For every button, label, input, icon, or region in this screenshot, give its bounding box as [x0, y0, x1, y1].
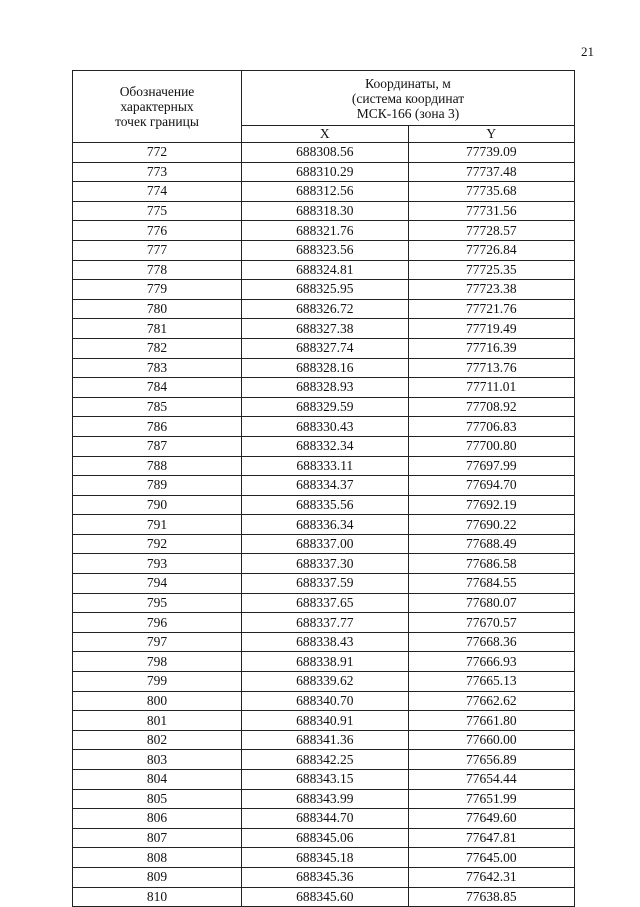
header-x: X — [242, 126, 409, 143]
x-coordinate-cell: 688333.11 — [242, 456, 409, 476]
table-row — [73, 613, 575, 633]
x-coordinate-cell: 688337.30 — [242, 554, 409, 574]
header-point-label-line: характерных — [120, 99, 194, 114]
point-number-cell: 809 — [73, 867, 242, 887]
point-number-cell: 805 — [73, 789, 242, 809]
table-row — [73, 711, 575, 731]
header-y: Y — [408, 126, 575, 143]
table-row — [73, 750, 575, 770]
y-coordinate-cell: 77645.00 — [408, 848, 575, 868]
table-row — [73, 789, 575, 809]
table-row — [73, 632, 575, 652]
y-coordinate-cell: 77708.92 — [408, 397, 575, 417]
table-row — [73, 280, 575, 300]
y-coordinate-cell: 77647.81 — [408, 828, 575, 848]
x-coordinate-cell: 688318.30 — [242, 201, 409, 221]
y-coordinate-cell: 77638.85 — [408, 887, 575, 907]
x-coordinate-cell: 688345.36 — [242, 867, 409, 887]
x-coordinate-cell: 688321.76 — [242, 221, 409, 241]
header-coordinates — [242, 71, 575, 126]
y-coordinate-cell: 77649.60 — [408, 809, 575, 829]
x-coordinate-cell: 688329.59 — [242, 397, 409, 417]
table-row — [73, 534, 575, 554]
point-number-cell: 804 — [73, 770, 242, 790]
x-coordinate-cell: 688308.56 — [242, 143, 409, 163]
y-coordinate-cell: 77670.57 — [408, 613, 575, 633]
y-coordinate-cell: 77668.36 — [408, 632, 575, 652]
point-number-cell: 802 — [73, 730, 242, 750]
point-number-cell: 775 — [73, 201, 242, 221]
table-row — [73, 672, 575, 692]
table-row — [73, 809, 575, 829]
y-coordinate-cell: 77665.13 — [408, 672, 575, 692]
x-coordinate-cell: 688345.60 — [242, 887, 409, 907]
point-number-cell: 787 — [73, 436, 242, 456]
table-row — [73, 221, 575, 241]
point-number-cell: 792 — [73, 534, 242, 554]
table-row — [73, 770, 575, 790]
x-coordinate-cell: 688330.43 — [242, 417, 409, 437]
table-row — [73, 299, 575, 319]
table-row — [73, 867, 575, 887]
point-number-cell: 781 — [73, 319, 242, 339]
y-coordinate-cell: 77735.68 — [408, 182, 575, 202]
x-coordinate-cell: 688339.62 — [242, 672, 409, 692]
x-coordinate-cell: 688324.81 — [242, 260, 409, 280]
y-coordinate-cell: 77690.22 — [408, 515, 575, 535]
point-number-cell: 793 — [73, 554, 242, 574]
header-point-label-line: Обозначение — [119, 84, 195, 99]
y-coordinate-cell: 77654.44 — [408, 770, 575, 790]
y-coordinate-cell: 77700.80 — [408, 436, 575, 456]
x-coordinate-cell: 688337.59 — [242, 574, 409, 594]
point-number-cell: 785 — [73, 397, 242, 417]
x-coordinate-cell: 688338.43 — [242, 632, 409, 652]
x-coordinate-cell: 688335.56 — [242, 495, 409, 515]
y-coordinate-cell: 77726.84 — [408, 240, 575, 260]
table-row — [73, 887, 575, 907]
x-coordinate-cell: 688337.65 — [242, 593, 409, 613]
table-row — [73, 828, 575, 848]
table-row — [73, 162, 575, 182]
table-row — [73, 730, 575, 750]
x-coordinate-cell: 688343.99 — [242, 789, 409, 809]
y-coordinate-cell: 77666.93 — [408, 652, 575, 672]
x-coordinate-cell: 688344.70 — [242, 809, 409, 829]
x-coordinate-cell: 688328.16 — [242, 358, 409, 378]
table-header — [73, 71, 575, 143]
y-coordinate-cell: 77731.56 — [408, 201, 575, 221]
x-coordinate-cell: 688337.00 — [242, 534, 409, 554]
x-coordinate-cell: 688345.18 — [242, 848, 409, 868]
point-number-cell: 780 — [73, 299, 242, 319]
x-coordinate-cell: 688336.34 — [242, 515, 409, 535]
x-coordinate-cell: 688340.70 — [242, 691, 409, 711]
point-number-cell: 794 — [73, 574, 242, 594]
header-coordinates-line: Координаты, м — [365, 75, 451, 91]
point-number-cell: 806 — [73, 809, 242, 829]
header-point-label-line: точек границы — [115, 114, 199, 129]
point-number-cell: 786 — [73, 417, 242, 437]
x-coordinate-cell: 688327.74 — [242, 338, 409, 358]
header-coordinates-line: (система координат — [351, 90, 465, 106]
y-coordinate-cell: 77656.89 — [408, 750, 575, 770]
table-row — [73, 338, 575, 358]
point-number-cell: 808 — [73, 848, 242, 868]
y-coordinate-cell: 77711.01 — [408, 378, 575, 398]
y-coordinate-cell: 77692.19 — [408, 495, 575, 515]
table-row — [73, 436, 575, 456]
x-coordinate-cell: 688325.95 — [242, 280, 409, 300]
table-row — [73, 691, 575, 711]
x-coordinate-cell: 688341.36 — [242, 730, 409, 750]
point-number-cell: 790 — [73, 495, 242, 515]
y-coordinate-cell: 77688.49 — [408, 534, 575, 554]
point-number-cell: 779 — [73, 280, 242, 300]
table-row — [73, 652, 575, 672]
y-coordinate-cell: 77660.00 — [408, 730, 575, 750]
point-number-cell: 782 — [73, 338, 242, 358]
x-coordinate-cell: 688345.06 — [242, 828, 409, 848]
point-number-cell: 799 — [73, 672, 242, 692]
table-row — [73, 574, 575, 594]
x-coordinate-cell: 688337.77 — [242, 613, 409, 633]
point-number-cell: 803 — [73, 750, 242, 770]
point-number-cell: 778 — [73, 260, 242, 280]
point-number-cell: 801 — [73, 711, 242, 731]
y-coordinate-cell: 77721.76 — [408, 299, 575, 319]
point-number-cell: 773 — [73, 162, 242, 182]
table-row — [73, 417, 575, 437]
y-coordinate-cell: 77716.39 — [408, 338, 575, 358]
y-coordinate-cell: 77739.09 — [408, 143, 575, 163]
y-coordinate-cell: 77662.62 — [408, 691, 575, 711]
header-coordinates-line: МСК-166 (зона 3) — [356, 105, 460, 121]
y-coordinate-cell: 77713.76 — [408, 358, 575, 378]
header-row — [73, 71, 575, 126]
point-number-cell: 796 — [73, 613, 242, 633]
x-coordinate-cell: 688327.38 — [242, 319, 409, 339]
x-coordinate-cell: 688328.93 — [242, 378, 409, 398]
table-row — [73, 378, 575, 398]
y-coordinate-cell: 77680.07 — [408, 593, 575, 613]
point-number-cell: 807 — [73, 828, 242, 848]
point-number-cell: 774 — [73, 182, 242, 202]
page-number: 21 — [581, 44, 594, 59]
table-row — [73, 456, 575, 476]
x-coordinate-cell: 688334.37 — [242, 476, 409, 496]
point-number-cell: 772 — [73, 143, 242, 163]
table-row — [73, 143, 575, 163]
x-coordinate-cell: 688342.25 — [242, 750, 409, 770]
y-coordinate-cell: 77725.35 — [408, 260, 575, 280]
point-number-cell: 777 — [73, 240, 242, 260]
y-coordinate-cell: 77684.55 — [408, 574, 575, 594]
table-row — [73, 260, 575, 280]
y-coordinate-cell: 77642.31 — [408, 867, 575, 887]
x-coordinate-cell: 688332.34 — [242, 436, 409, 456]
y-coordinate-cell: 77706.83 — [408, 417, 575, 437]
x-coordinate-cell: 688326.72 — [242, 299, 409, 319]
table-row — [73, 515, 575, 535]
table-row — [73, 201, 575, 221]
table-body — [73, 143, 575, 907]
y-coordinate-cell: 77737.48 — [408, 162, 575, 182]
point-number-cell: 788 — [73, 456, 242, 476]
y-coordinate-cell: 77661.80 — [408, 711, 575, 731]
x-coordinate-cell: 688340.91 — [242, 711, 409, 731]
point-number-cell: 797 — [73, 632, 242, 652]
coordinates-table — [72, 70, 575, 907]
point-number-cell: 810 — [73, 887, 242, 907]
table-row — [73, 240, 575, 260]
x-coordinate-cell: 688310.29 — [242, 162, 409, 182]
point-number-cell: 783 — [73, 358, 242, 378]
table-row — [73, 593, 575, 613]
y-coordinate-cell: 77697.99 — [408, 456, 575, 476]
table-row — [73, 397, 575, 417]
y-coordinate-cell: 77719.49 — [408, 319, 575, 339]
point-number-cell: 795 — [73, 593, 242, 613]
table-row — [73, 182, 575, 202]
header-point-label — [73, 71, 242, 143]
table-row — [73, 495, 575, 515]
x-coordinate-cell: 688338.91 — [242, 652, 409, 672]
table-row — [73, 319, 575, 339]
table-row — [73, 848, 575, 868]
table-row — [73, 554, 575, 574]
x-coordinate-cell: 688343.15 — [242, 770, 409, 790]
point-number-cell: 798 — [73, 652, 242, 672]
point-number-cell: 791 — [73, 515, 242, 535]
y-coordinate-cell: 77694.70 — [408, 476, 575, 496]
table-row — [73, 476, 575, 496]
y-coordinate-cell: 77651.99 — [408, 789, 575, 809]
y-coordinate-cell: 77728.57 — [408, 221, 575, 241]
point-number-cell: 800 — [73, 691, 242, 711]
y-coordinate-cell: 77723.38 — [408, 280, 575, 300]
y-coordinate-cell: 77686.58 — [408, 554, 575, 574]
point-number-cell: 789 — [73, 476, 242, 496]
x-coordinate-cell: 688323.56 — [242, 240, 409, 260]
point-number-cell: 784 — [73, 378, 242, 398]
x-coordinate-cell: 688312.56 — [242, 182, 409, 202]
table-row — [73, 358, 575, 378]
point-number-cell: 776 — [73, 221, 242, 241]
